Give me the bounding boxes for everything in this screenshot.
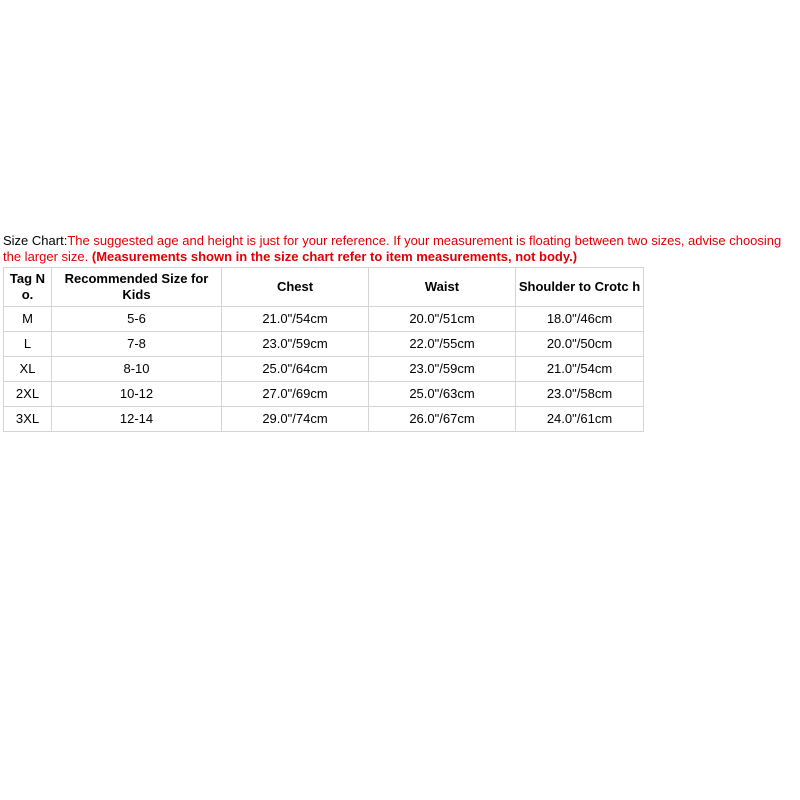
cell-waist: 26.0"/67cm <box>369 407 516 432</box>
cell-tag: L <box>4 332 52 357</box>
cell-shoulder: 21.0"/54cm <box>516 357 644 382</box>
size-chart-label: Size Chart: <box>3 233 68 248</box>
cell-age: 8-10 <box>52 357 222 382</box>
cell-waist: 20.0"/51cm <box>369 307 516 332</box>
cell-shoulder: 24.0"/61cm <box>516 407 644 432</box>
cell-shoulder: 20.0"/50cm <box>516 332 644 357</box>
measurement-disclaimer: (Measurements shown in the size chart refer to item measurements, not body.) <box>91 249 578 264</box>
cell-tag: 2XL <box>4 382 52 407</box>
cell-age: 5-6 <box>52 307 222 332</box>
cell-chest: 23.0"/59cm <box>222 332 369 357</box>
cell-chest: 21.0"/54cm <box>222 307 369 332</box>
table-row <box>4 307 644 332</box>
cell-waist: 25.0"/63cm <box>369 382 516 407</box>
cell-tag: 3XL <box>4 407 52 432</box>
table-header-row <box>4 268 644 307</box>
cell-waist: 22.0"/55cm <box>369 332 516 357</box>
cell-shoulder: 23.0"/58cm <box>516 382 644 407</box>
cell-chest: 27.0"/69cm <box>222 382 369 407</box>
header-tag-no: Tag N o. <box>4 268 52 307</box>
cell-tag: XL <box>4 357 52 382</box>
cell-waist: 23.0"/59cm <box>369 357 516 382</box>
header-shoulder-to-crotch: Shoulder to Crotc h <box>516 268 644 307</box>
table-row <box>4 332 644 357</box>
cell-chest: 25.0"/64cm <box>222 357 369 382</box>
size-reference-note: The suggested age and height is just for your reference. If your measurement is floating between two sizes, advise choosing the larger size. <box>3 233 782 264</box>
cell-tag: M <box>4 307 52 332</box>
cell-age: 10-12 <box>52 382 222 407</box>
header-waist: Waist <box>369 268 516 307</box>
header-chest: Chest <box>222 268 369 307</box>
cell-shoulder: 18.0"/46cm <box>516 307 644 332</box>
size-chart-table <box>3 267 644 432</box>
cell-chest: 29.0"/74cm <box>222 407 369 432</box>
header-recommended-size: Recommended Size for Kids <box>52 268 222 307</box>
cell-age: 12-14 <box>52 407 222 432</box>
table-row <box>4 382 644 407</box>
table-row <box>4 357 644 382</box>
size-chart-intro <box>3 233 793 265</box>
cell-age: 7-8 <box>52 332 222 357</box>
table-row <box>4 407 644 432</box>
